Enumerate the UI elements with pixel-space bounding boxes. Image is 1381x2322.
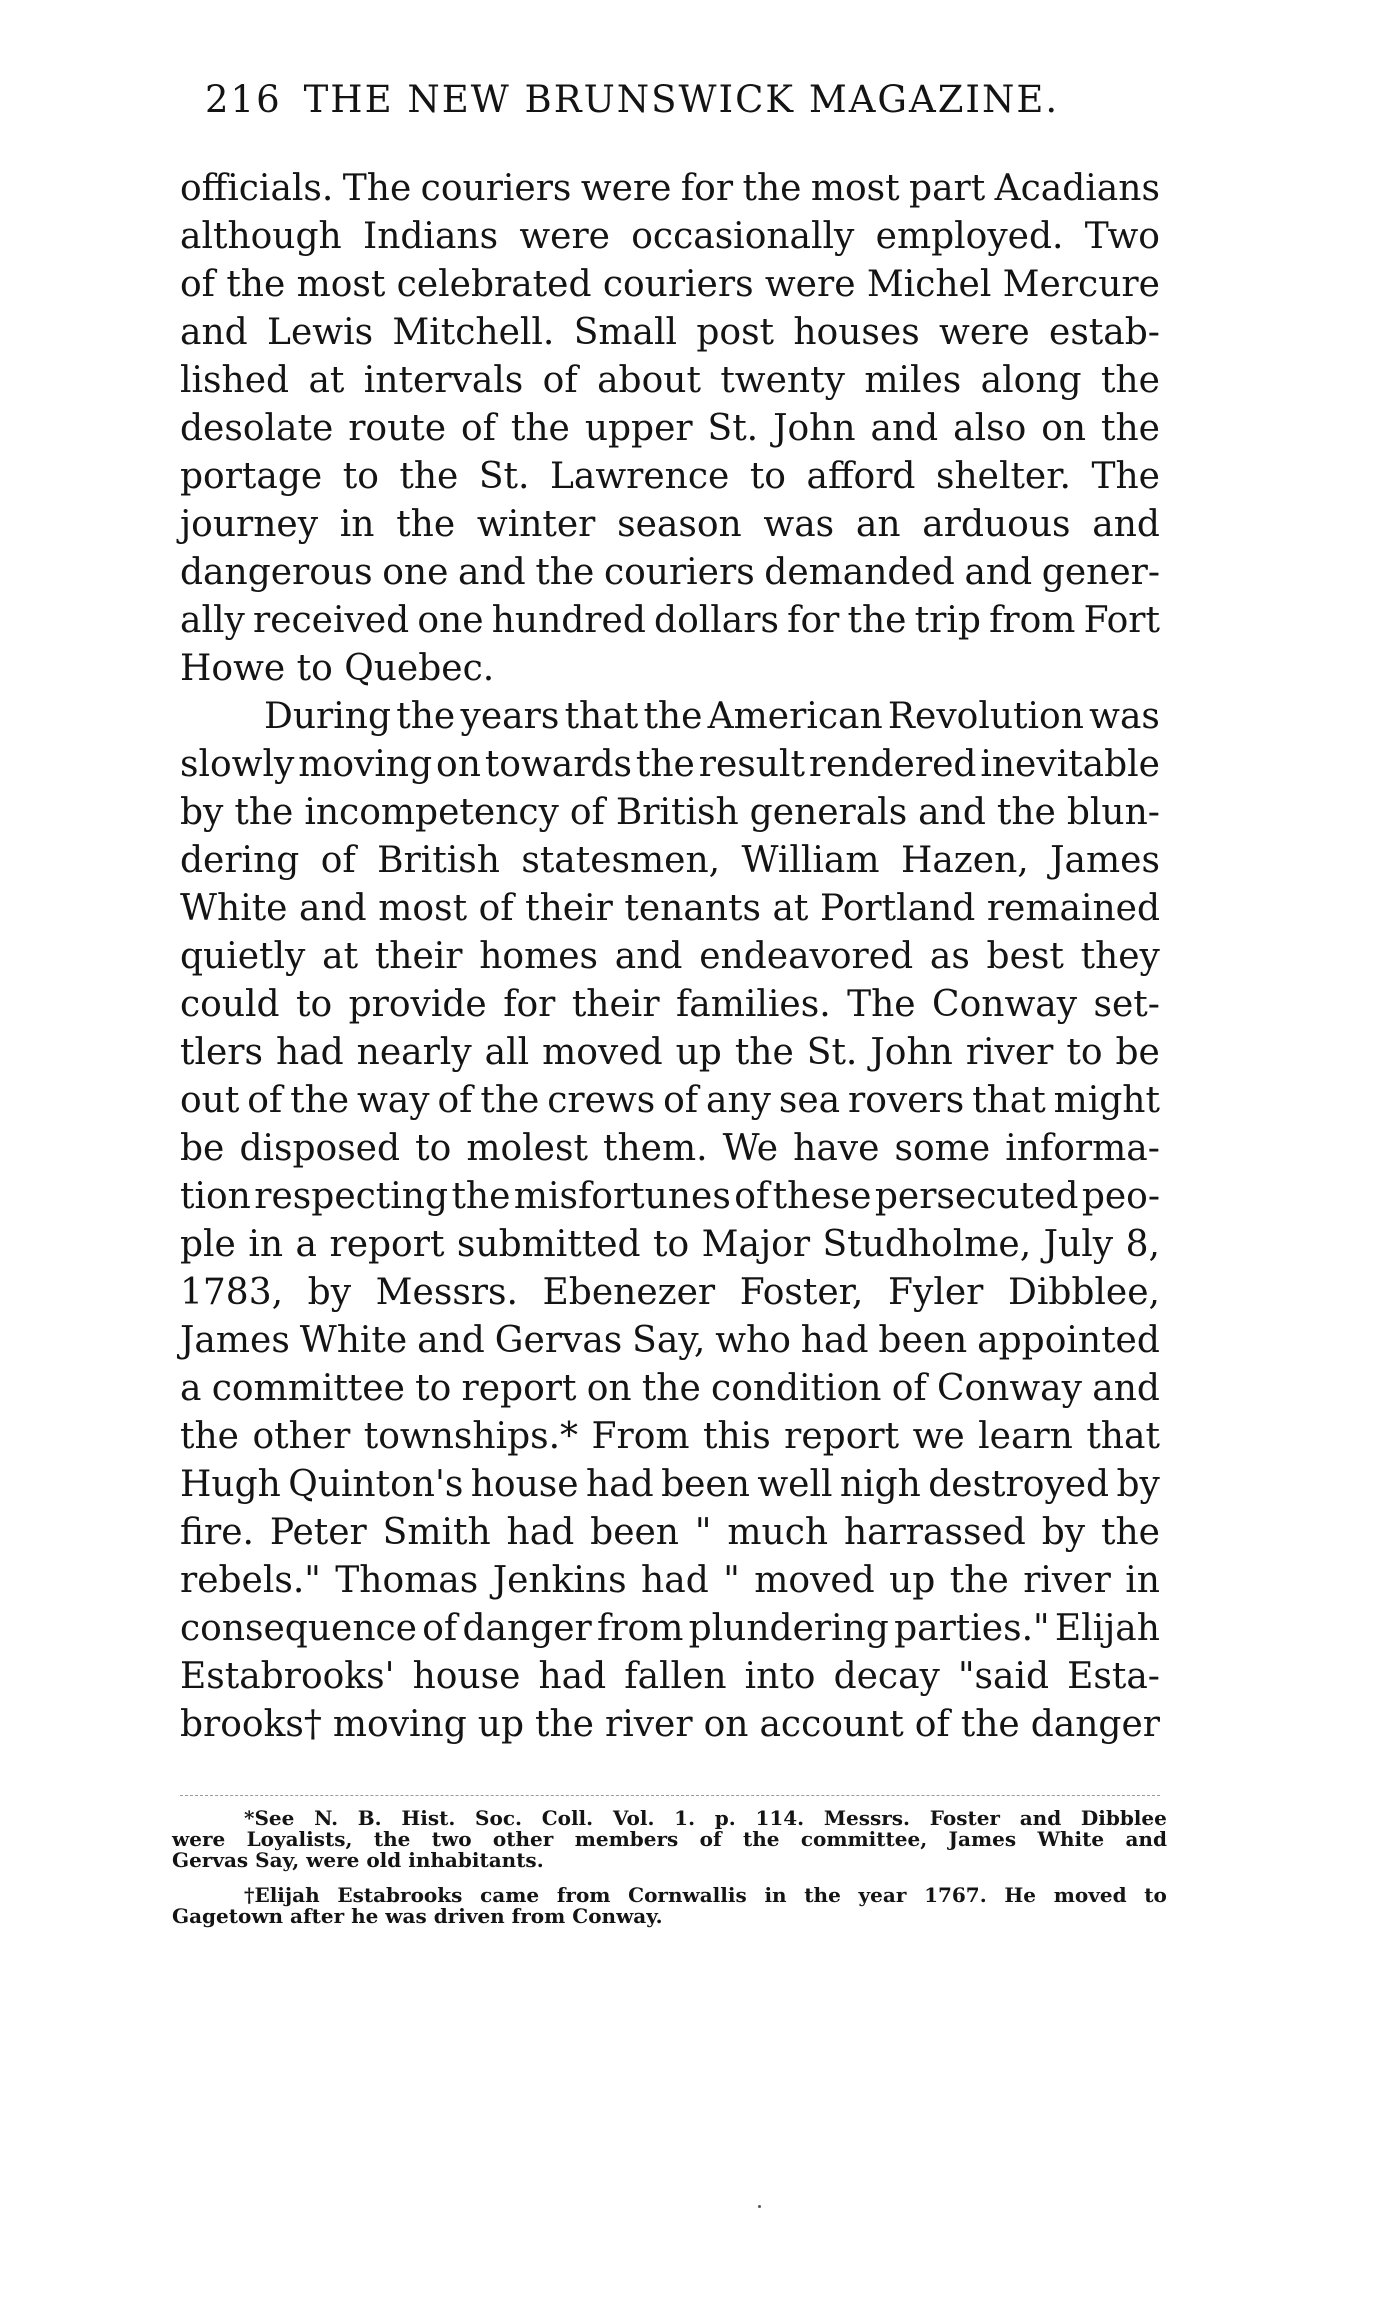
body-line: Hugh Quinton's house had been well nigh destroyed by xyxy=(180,1464,1160,1505)
body-line: brooks† moving up the river on account of the danger xyxy=(180,1704,1160,1745)
page-number: 216 xyxy=(205,78,282,121)
body-line: although Indians were occasionally employed. Two xyxy=(180,216,1160,257)
body-line: rebels." Thomas Jenkins had " moved up the river in xyxy=(180,1560,1160,1601)
body-line: and Lewis Mitchell. Small post houses were estab- xyxy=(180,312,1160,353)
footnote-line: were Loyalists, the two other members of the committee, James White and xyxy=(172,1827,1167,1851)
body-line: James White and Gervas Say, who had been appointed xyxy=(180,1320,1160,1361)
body-line: ple in a report submitted to Major Studholme, July 8, xyxy=(180,1224,1160,1265)
footnote-line: †Elijah Estabrooks came from Cornwallis in the year 1767. He moved to xyxy=(244,1883,1167,1907)
body-line: desolate route of the upper St. John and also on the xyxy=(180,408,1160,449)
footnote-line: Gagetown after he was driven from Conway. xyxy=(172,1904,663,1928)
body-line: officials. The couriers were for the most part Acadians xyxy=(180,168,1160,209)
body-line: be disposed to molest them. We have some informa- xyxy=(180,1128,1160,1169)
body-line: dering of British statesmen, William Hazen, James xyxy=(180,840,1160,881)
body-line: of the most celebrated couriers were Michel Mercure xyxy=(180,264,1160,305)
body-line: tion respecting the misfortunes of these persecuted peo- xyxy=(180,1176,1160,1217)
body-line: Howe to Quebec. xyxy=(180,648,495,689)
footnote-rule xyxy=(180,1795,1160,1796)
body-line: fire. Peter Smith had been " much harrassed by the xyxy=(180,1512,1160,1553)
body-line: quietly at their homes and endeavored as best they xyxy=(180,936,1160,977)
body-line: could to provide for their families. The Conway set- xyxy=(180,984,1160,1025)
footnotes xyxy=(172,1808,1167,1927)
body-line: a committee to report on the condition of Conway and xyxy=(180,1368,1160,1409)
body-text xyxy=(180,165,1160,1749)
body-line: White and most of their tenants at Portland remained xyxy=(180,888,1160,929)
body-line: dangerous one and the couriers demanded and gener- xyxy=(180,552,1160,593)
body-line: the other townships.* From this report we learn that xyxy=(180,1416,1160,1457)
body-line: journey in the winter season was an arduous and xyxy=(180,504,1160,545)
footnote-line: Gervas Say, were old inhabitants. xyxy=(172,1848,544,1872)
body-line: Estabrooks' house had fallen into decay "said Esta- xyxy=(180,1656,1160,1697)
running-head xyxy=(205,78,1105,121)
body-line: portage to the St. Lawrence to afford shelter. The xyxy=(180,456,1160,497)
body-line: tlers had nearly all moved up the St. John river to be xyxy=(180,1032,1160,1073)
body-line: consequence of danger from plundering parties." Elijah xyxy=(180,1608,1160,1649)
footnote-line: *See N. B. Hist. Soc. Coll. Vol. 1. p. 114. Messrs. Foster and Dibblee xyxy=(244,1806,1167,1830)
paper-speck xyxy=(758,2205,761,2208)
body-line: ally received one hundred dollars for the trip from Fort xyxy=(180,600,1160,641)
magazine-title: THE NEW BRUNSWICK MAGAZINE. xyxy=(303,78,1060,121)
body-line: lished at intervals of about twenty miles along the xyxy=(180,360,1160,401)
body-line: During the years that the American Revolution was xyxy=(264,696,1160,737)
body-line: by the incompetency of British generals and the blun- xyxy=(180,792,1160,833)
body-line: slowly moving on towards the result rendered inevitable xyxy=(180,744,1160,785)
body-line: out of the way of the crews of any sea rovers that might xyxy=(180,1080,1160,1121)
body-line: 1783, by Messrs. Ebenezer Foster, Fyler Dibblee, xyxy=(180,1272,1160,1313)
